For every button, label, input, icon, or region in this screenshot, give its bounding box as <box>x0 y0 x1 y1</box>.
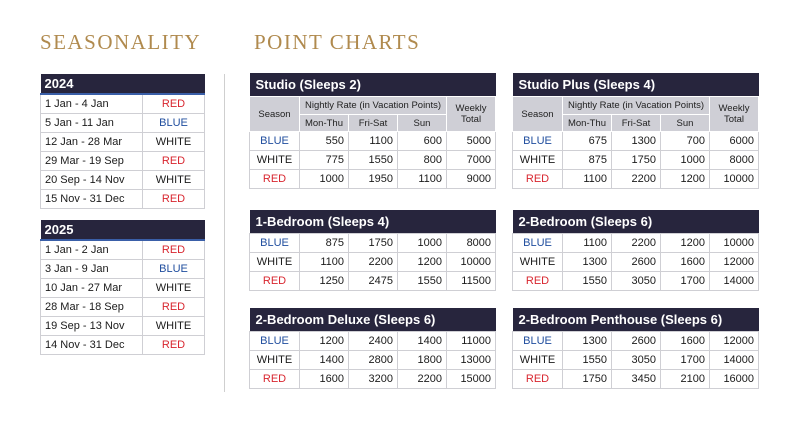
chart-title: Studio Plus (Sleeps 4) <box>513 73 759 97</box>
mon-thu-value: 550 <box>300 132 349 151</box>
seasonality-table-2025 <box>40 220 205 355</box>
sun-value: 1550 <box>398 272 447 291</box>
nightly-rate-header: Nightly Rate (in Vacation Points) <box>563 97 710 115</box>
sun-header: Sun <box>398 115 447 132</box>
mon-thu-value: 1550 <box>563 351 612 370</box>
chart-title: 2-Bedroom Penthouse (Sleeps 6) <box>513 308 759 332</box>
mon-thu-value: 1750 <box>563 370 612 389</box>
chart-title: 2-Bedroom (Sleeps 6) <box>513 210 759 234</box>
rate-row <box>250 234 496 253</box>
season-label: BLUE <box>250 132 300 151</box>
point-chart-2-bedroom-penthouse <box>512 308 759 389</box>
fri-sat-value: 1750 <box>349 234 398 253</box>
rate-row <box>250 151 496 170</box>
weekly-value: 15000 <box>447 370 496 389</box>
fri-sat-header: Fri-Sat <box>349 115 398 132</box>
season-label: RED <box>143 190 205 209</box>
sun-value: 1800 <box>398 351 447 370</box>
point-chart-studio <box>249 73 496 189</box>
rate-row <box>250 370 496 389</box>
weekly-value: 10000 <box>710 234 759 253</box>
mon-thu-value: 1400 <box>300 351 349 370</box>
weekly-value: 10000 <box>710 170 759 189</box>
weekly-value: 9000 <box>447 170 496 189</box>
seasonality-table-2024 <box>40 74 205 209</box>
mon-thu-value: 775 <box>300 151 349 170</box>
season-row <box>41 133 205 152</box>
rate-row <box>250 272 496 291</box>
date-range: 20 Sep - 14 Nov <box>41 171 143 190</box>
weekly-value: 14000 <box>710 351 759 370</box>
mon-thu-header: Mon-Thu <box>300 115 349 132</box>
chart-title: 2-Bedroom Deluxe (Sleeps 6) <box>250 308 496 332</box>
sun-value: 1700 <box>661 272 710 291</box>
weekly-value: 16000 <box>710 370 759 389</box>
date-range: 1 Jan - 4 Jan <box>41 94 143 114</box>
season-label: BLUE <box>250 234 300 253</box>
point-charts-heading: POINT CHARTS <box>254 30 421 54</box>
season-col-header: Season <box>513 97 563 132</box>
seasonality-heading: SEASONALITY <box>40 30 202 54</box>
rate-row <box>250 132 496 151</box>
sun-value: 2200 <box>398 370 447 389</box>
sun-value: 800 <box>398 151 447 170</box>
season-label: BLUE <box>513 332 563 351</box>
weekly-total-header: Weekly Total <box>710 97 759 132</box>
season-label: RED <box>143 94 205 114</box>
fri-sat-value: 2600 <box>612 253 661 272</box>
date-range: 1 Jan - 2 Jan <box>41 240 143 260</box>
season-row <box>41 317 205 336</box>
fri-sat-value: 1550 <box>349 151 398 170</box>
mon-thu-value: 1100 <box>563 170 612 189</box>
sun-value: 1000 <box>661 151 710 170</box>
sun-value: 1200 <box>661 234 710 253</box>
season-row <box>41 152 205 171</box>
season-label: RED <box>143 336 205 355</box>
sun-value: 1200 <box>398 253 447 272</box>
section-divider <box>224 74 225 392</box>
season-col-header: Season <box>250 97 300 132</box>
weekly-value: 11500 <box>447 272 496 291</box>
sun-value: 1000 <box>398 234 447 253</box>
season-label: RED <box>143 298 205 317</box>
mon-thu-value: 1250 <box>300 272 349 291</box>
year-header: 2024 <box>41 74 205 94</box>
sun-value: 1600 <box>661 332 710 351</box>
mon-thu-value: 1100 <box>563 234 612 253</box>
season-row <box>41 114 205 133</box>
weekly-value: 5000 <box>447 132 496 151</box>
season-label: WHITE <box>143 171 205 190</box>
fri-sat-header: Fri-Sat <box>612 115 661 132</box>
nightly-rate-header: Nightly Rate (in Vacation Points) <box>300 97 447 115</box>
season-label: BLUE <box>250 332 300 351</box>
rate-row <box>250 170 496 189</box>
season-row <box>41 94 205 114</box>
season-label: WHITE <box>143 133 205 152</box>
season-label: RED <box>513 370 563 389</box>
sun-value: 1400 <box>398 332 447 351</box>
fri-sat-value: 1300 <box>612 132 661 151</box>
season-label: RED <box>143 152 205 171</box>
date-range: 3 Jan - 9 Jan <box>41 260 143 279</box>
season-label: WHITE <box>513 151 563 170</box>
weekly-value: 6000 <box>710 132 759 151</box>
point-chart-2-bedroom <box>512 210 759 291</box>
season-label: BLUE <box>513 132 563 151</box>
rate-row <box>513 370 759 389</box>
rate-row <box>250 332 496 351</box>
rate-row <box>513 234 759 253</box>
season-label: BLUE <box>143 260 205 279</box>
season-label: WHITE <box>513 253 563 272</box>
weekly-value: 12000 <box>710 253 759 272</box>
rate-row <box>513 170 759 189</box>
chart-title: 1-Bedroom (Sleeps 4) <box>250 210 496 234</box>
mon-thu-value: 1100 <box>300 253 349 272</box>
season-label: BLUE <box>513 234 563 253</box>
season-label: WHITE <box>250 253 300 272</box>
season-label: RED <box>513 272 563 291</box>
mon-thu-value: 875 <box>563 151 612 170</box>
season-row <box>41 240 205 260</box>
mon-thu-value: 1300 <box>563 332 612 351</box>
fri-sat-value: 2600 <box>612 332 661 351</box>
fri-sat-value: 2800 <box>349 351 398 370</box>
sun-value: 2100 <box>661 370 710 389</box>
rate-row <box>250 351 496 370</box>
weekly-value: 8000 <box>447 234 496 253</box>
weekly-value: 7000 <box>447 151 496 170</box>
season-label: WHITE <box>250 351 300 370</box>
date-range: 29 Mar - 19 Sep <box>41 152 143 171</box>
season-label: RED <box>250 370 300 389</box>
sun-value: 700 <box>661 132 710 151</box>
season-row <box>41 298 205 317</box>
year-header: 2025 <box>41 220 205 240</box>
point-chart-1-bedroom <box>249 210 496 291</box>
season-label: WHITE <box>513 351 563 370</box>
rate-row <box>513 351 759 370</box>
fri-sat-value: 3200 <box>349 370 398 389</box>
rate-row <box>513 272 759 291</box>
mon-thu-header: Mon-Thu <box>563 115 612 132</box>
weekly-value: 11000 <box>447 332 496 351</box>
rate-row <box>513 253 759 272</box>
date-range: 5 Jan - 11 Jan <box>41 114 143 133</box>
season-row <box>41 190 205 209</box>
fri-sat-value: 2400 <box>349 332 398 351</box>
sun-value: 600 <box>398 132 447 151</box>
chart-title: Studio (Sleeps 2) <box>250 73 496 97</box>
mon-thu-value: 875 <box>300 234 349 253</box>
weekly-value: 8000 <box>710 151 759 170</box>
fri-sat-value: 1100 <box>349 132 398 151</box>
season-row <box>41 336 205 355</box>
season-row <box>41 260 205 279</box>
fri-sat-value: 2475 <box>349 272 398 291</box>
point-chart-studio-plus <box>512 73 759 189</box>
mon-thu-value: 675 <box>563 132 612 151</box>
season-row <box>41 279 205 298</box>
fri-sat-value: 3050 <box>612 351 661 370</box>
point-chart-2-bedroom-deluxe <box>249 308 496 389</box>
date-range: 28 Mar - 18 Sep <box>41 298 143 317</box>
weekly-value: 14000 <box>710 272 759 291</box>
fri-sat-value: 3050 <box>612 272 661 291</box>
rate-row <box>513 151 759 170</box>
weekly-value: 12000 <box>710 332 759 351</box>
sun-value: 1700 <box>661 351 710 370</box>
season-label: BLUE <box>143 114 205 133</box>
mon-thu-value: 1200 <box>300 332 349 351</box>
weekly-total-header: Weekly Total <box>447 97 496 132</box>
fri-sat-value: 2200 <box>612 234 661 253</box>
mon-thu-value: 1000 <box>300 170 349 189</box>
season-label: RED <box>513 170 563 189</box>
rate-row <box>250 253 496 272</box>
season-label: WHITE <box>143 279 205 298</box>
fri-sat-value: 3450 <box>612 370 661 389</box>
fri-sat-value: 2200 <box>612 170 661 189</box>
date-range: 10 Jan - 27 Mar <box>41 279 143 298</box>
rate-row <box>513 132 759 151</box>
season-label: RED <box>250 272 300 291</box>
fri-sat-value: 1950 <box>349 170 398 189</box>
sun-value: 1100 <box>398 170 447 189</box>
mon-thu-value: 1550 <box>563 272 612 291</box>
fri-sat-value: 1750 <box>612 151 661 170</box>
season-row <box>41 171 205 190</box>
date-range: 19 Sep - 13 Nov <box>41 317 143 336</box>
mon-thu-value: 1300 <box>563 253 612 272</box>
weekly-value: 10000 <box>447 253 496 272</box>
sun-header: Sun <box>661 115 710 132</box>
sun-value: 1200 <box>661 170 710 189</box>
season-label: RED <box>250 170 300 189</box>
season-label: WHITE <box>250 151 300 170</box>
rate-row <box>513 332 759 351</box>
date-range: 15 Nov - 31 Dec <box>41 190 143 209</box>
sun-value: 1600 <box>661 253 710 272</box>
season-label: RED <box>143 240 205 260</box>
date-range: 14 Nov - 31 Dec <box>41 336 143 355</box>
weekly-value: 13000 <box>447 351 496 370</box>
fri-sat-value: 2200 <box>349 253 398 272</box>
date-range: 12 Jan - 28 Mar <box>41 133 143 152</box>
mon-thu-value: 1600 <box>300 370 349 389</box>
season-label: WHITE <box>143 317 205 336</box>
